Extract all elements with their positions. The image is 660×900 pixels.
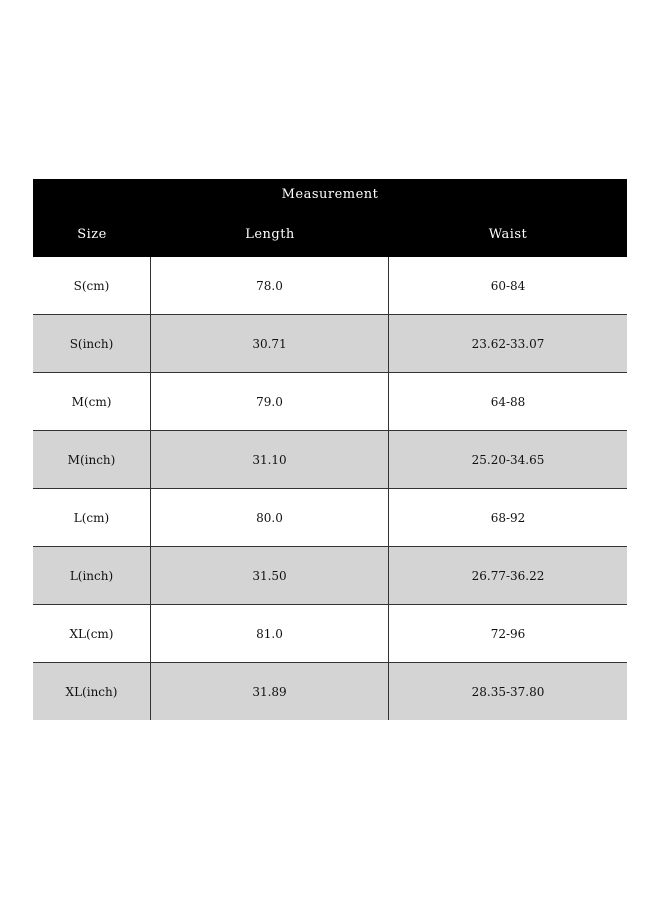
cell-length: 31.50 xyxy=(151,547,389,604)
table-row xyxy=(33,431,627,489)
cell-waist: 60-84 xyxy=(490,278,526,293)
cell-waist: 64-88 xyxy=(490,394,526,409)
cell-length: 81.0 xyxy=(151,605,389,662)
cell-length: 31.10 xyxy=(151,431,389,488)
cell-size: S(cm) xyxy=(33,257,151,314)
table-row xyxy=(33,315,627,373)
cell-length: 78.0 xyxy=(151,257,389,314)
cell-length: 79.0 xyxy=(151,373,389,430)
cell-size: XL(inch) xyxy=(33,663,151,720)
table-header xyxy=(33,179,627,257)
cell-waist: 28.35-37.80 xyxy=(471,684,545,699)
cell-waist: 23.62-33.07 xyxy=(471,336,545,351)
cell-length: 30.71 xyxy=(151,315,389,372)
cell-length: 80.0 xyxy=(151,489,389,546)
table-row xyxy=(33,605,627,663)
table-row xyxy=(33,257,627,315)
cell-size: M(inch) xyxy=(33,431,151,488)
cell-size: L(cm) xyxy=(33,489,151,546)
header-waist: Waist xyxy=(488,227,528,242)
table-row xyxy=(33,547,627,605)
header-size: Size xyxy=(77,227,107,242)
cell-waist: 72-96 xyxy=(490,626,526,641)
cell-waist: 68-92 xyxy=(490,510,526,525)
cell-waist: 25.20-34.65 xyxy=(471,452,545,467)
table-row xyxy=(33,373,627,431)
size-chart-table xyxy=(33,179,627,720)
table-title: Measurement xyxy=(281,187,379,202)
cell-size: XL(cm) xyxy=(33,605,151,662)
table-row xyxy=(33,489,627,547)
header-length: Length xyxy=(245,227,295,242)
cell-size: S(inch) xyxy=(33,315,151,372)
cell-waist: 26.77-36.22 xyxy=(471,568,545,583)
cell-size: L(inch) xyxy=(33,547,151,604)
cell-size: M(cm) xyxy=(33,373,151,430)
table-row xyxy=(33,663,627,720)
cell-length: 31.89 xyxy=(151,663,389,720)
column-headers xyxy=(33,227,627,242)
